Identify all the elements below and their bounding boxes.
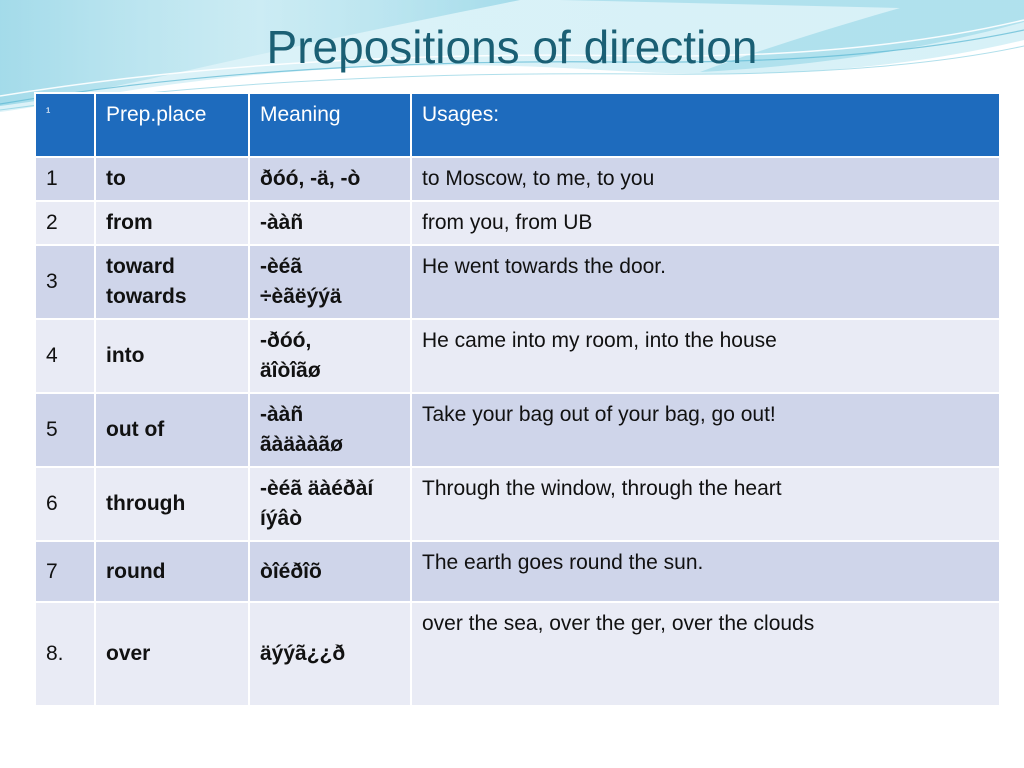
row-number: 6: [35, 467, 95, 541]
preposition-cell: over: [95, 602, 249, 706]
slide-title: Prepositions of direction: [266, 21, 758, 73]
row-number: 5: [35, 393, 95, 467]
meaning-cell: òîéðîõ: [249, 541, 411, 602]
preposition-cell: from: [95, 201, 249, 245]
table-row: [35, 541, 1000, 602]
preposition-cell: round: [95, 541, 249, 602]
row-number: 8.: [35, 602, 95, 706]
row-number: 2: [35, 201, 95, 245]
preposition-cell: to: [95, 157, 249, 201]
table-row: [35, 157, 1000, 201]
usage-cell: Through the window, through the heart: [411, 467, 1000, 541]
header-number: ¹: [35, 93, 95, 157]
table-header-row: [35, 93, 1000, 157]
table-row: [35, 201, 1000, 245]
usage-cell: Take your bag out of your bag, go out!: [411, 393, 1000, 467]
table-row: [35, 467, 1000, 541]
usage-cell: from you, from UB: [411, 201, 1000, 245]
row-number: 1: [35, 157, 95, 201]
header-usages: Usages:: [411, 93, 1000, 157]
usage-cell: He went towards the door.: [411, 245, 1000, 319]
meaning-cell: äýýã¿¿ð: [249, 602, 411, 706]
header-meaning: Meaning: [249, 93, 411, 157]
usage-cell: to Moscow, to me, to you: [411, 157, 1000, 201]
prepositions-table: [34, 92, 1001, 707]
meaning-cell: -ààñ ãàäààãø: [249, 393, 411, 467]
table-row: [35, 393, 1000, 467]
row-number: 7: [35, 541, 95, 602]
table-row: [35, 319, 1000, 393]
table-row: [35, 602, 1000, 706]
meaning-cell: -ààñ: [249, 201, 411, 245]
preposition-cell: toward towards: [95, 245, 249, 319]
usage-cell: The earth goes round the sun.: [411, 541, 1000, 602]
meaning-cell: ðóó, -ä, -ò: [249, 157, 411, 201]
preposition-cell: through: [95, 467, 249, 541]
row-number: 4: [35, 319, 95, 393]
meaning-cell: -èéã ÷èãëýýä: [249, 245, 411, 319]
usage-cell: over the sea, over the ger, over the clouds: [411, 602, 1000, 706]
header-prep-place: Prep.place: [95, 93, 249, 157]
meaning-cell: -ðóó, äîòîãø: [249, 319, 411, 393]
preposition-cell: out of: [95, 393, 249, 467]
meaning-cell: -èéã äàéðàí íýâò: [249, 467, 411, 541]
usage-cell: He came into my room, into the house: [411, 319, 1000, 393]
table-row: [35, 245, 1000, 319]
row-number: 3: [35, 245, 95, 319]
prepositions-table-container: [34, 92, 999, 707]
preposition-cell: into: [95, 319, 249, 393]
